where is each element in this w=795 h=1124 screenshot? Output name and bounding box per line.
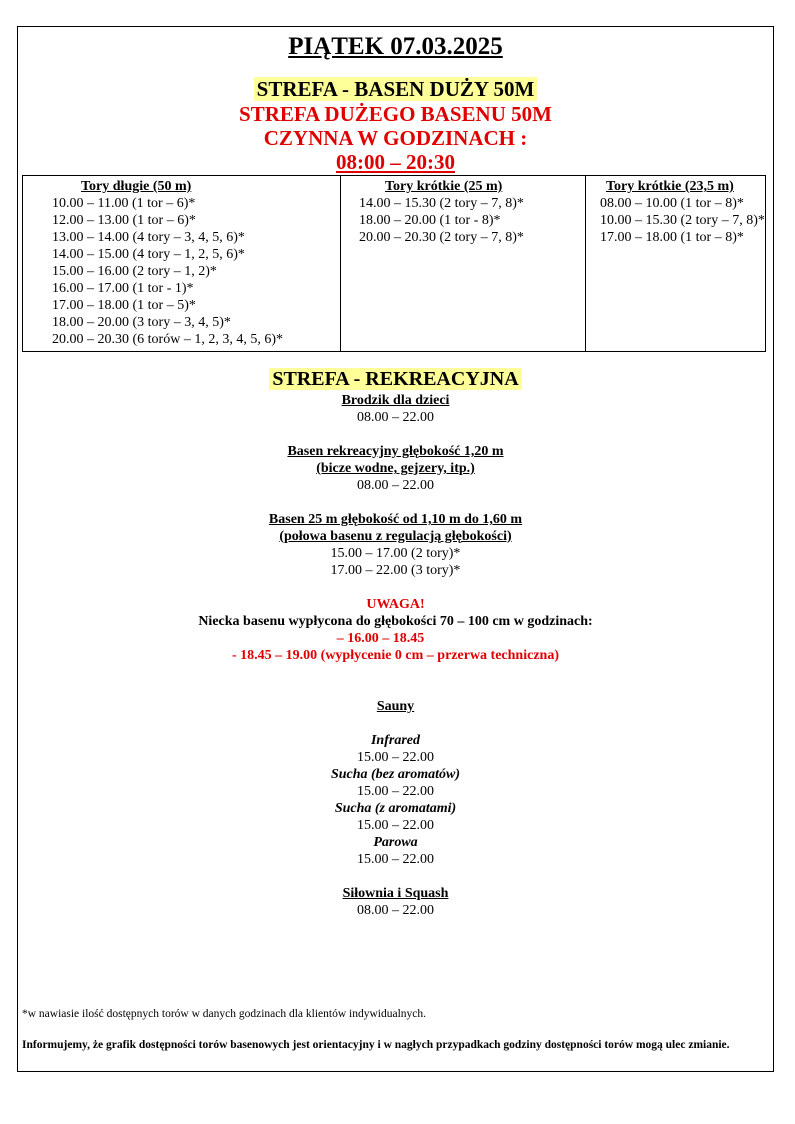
lane-row: 14.00 – 15.00 (4 tory – 1, 2, 5, 6)* [52, 247, 245, 262]
brodzik-title: Brodzik dla dzieci [341, 393, 450, 408]
uwaga-line-2: - 18.45 – 19.00 (wypłycenie 0 cm – przerwa techniczna) [232, 648, 559, 663]
basen25-row: 17.00 – 22.00 (3 tory)* [330, 563, 461, 578]
basen-rekr-title: Basen rekreacyjny głębokość 1,20 m [287, 444, 504, 459]
recreation-section [18, 367, 773, 919]
lane-row: 08.00 – 10.00 (1 tor – 8)* [600, 196, 744, 211]
lane-row: 20.00 – 20.30 (2 tory – 7, 8)* [359, 230, 524, 245]
basen25-subtitle: (połowa basenu z regulacją głębokości) [279, 529, 512, 544]
lanes-col-header: Tory krótkie (25 m) [385, 179, 503, 194]
sauna-hours: 15.00 – 22.00 [357, 784, 434, 799]
zone-big-red-line-2: CZYNNA W GODZINACH : [263, 126, 528, 150]
footnote: *w nawiasie ilość dostępnych torów w danych godzinach dla klientów indywidualnych. [22, 1008, 427, 1020]
lane-row: 17.00 – 18.00 (1 tor – 5)* [52, 298, 196, 313]
page-title: PIĄTEK 07.03.2025 [288, 33, 503, 60]
basen-rekr-hours: 08.00 – 22.00 [357, 478, 434, 493]
lane-row: 18.00 – 20.00 (3 tory – 3, 4, 5)* [52, 315, 231, 330]
sauna-hours: 15.00 – 22.00 [357, 852, 434, 867]
info-note: Informujemy, że grafik dostępności torów basenowych jest orientacyjny i w nagłych przypadkach godziny dostępności torów mogą ulec zmianie. [22, 1039, 730, 1051]
sauna-hours: 15.00 – 22.00 [357, 818, 434, 833]
lanes-table [22, 175, 766, 352]
lane-row: 13.00 – 14.00 (4 tory – 3, 4, 5, 6)* [52, 230, 245, 245]
lane-row: 10.00 – 11.00 (1 tor – 6)* [52, 196, 196, 211]
sauna-name: Parowa [373, 835, 418, 850]
sauny-title: Sauny [376, 699, 415, 714]
uwaga-line-1: – 16.00 – 18.45 [336, 631, 425, 646]
lanes-col-header: Tory krótkie (23,5 m) [606, 179, 734, 194]
lane-row: 15.00 – 16.00 (2 tory – 1, 2)* [52, 264, 217, 279]
sauna-name: Sucha (bez aromatów) [330, 767, 461, 782]
lane-row: 18.00 – 20.00 (1 tor - 8)* [359, 213, 501, 228]
lane-row: 16.00 – 17.00 (1 tor - 1)* [52, 281, 194, 296]
lane-row: 12.00 – 13.00 (1 tor – 6)* [52, 213, 196, 228]
zone-big-heading-wrap [18, 77, 773, 101]
zone-big-red-line-1: STREFA DUŻEGO BASENU 50M [239, 102, 552, 126]
uwaga-label: UWAGA! [366, 597, 425, 612]
uwaga-text: Niecka basenu wypłycona do głębokości 70 – 100 cm w godzinach: [198, 614, 593, 629]
lanes-col-long [23, 176, 341, 352]
silownia-hours: 08.00 – 22.00 [357, 903, 434, 918]
lanes-col-header: Tory długie (50 m) [81, 179, 192, 194]
lane-row: 14.00 – 15.30 (2 tory – 7, 8)* [359, 196, 524, 211]
silownia-title: Siłownia i Squash [342, 886, 449, 901]
lane-row: 20.00 – 20.30 (6 torów – 1, 2, 3, 4, 5, 6)* [52, 332, 283, 347]
recreation-heading: STREFA - REKREACYJNA [269, 368, 521, 390]
schedule-frame [17, 26, 774, 1072]
brodzik-hours: 08.00 – 22.00 [357, 410, 434, 425]
lane-row: 17.00 – 18.00 (1 tor – 8)* [600, 230, 744, 245]
sauna-hours: 15.00 – 22.00 [357, 750, 434, 765]
basen25-row: 15.00 – 17.00 (2 tory)* [330, 546, 461, 561]
basen25-title: Basen 25 m głębokość od 1,10 m do 1,60 m [268, 512, 523, 527]
zone-big-heading: STREFA - BASEN DUŻY 50M [254, 77, 538, 101]
lane-row: 10.00 – 15.30 (2 tory – 7, 8)* [600, 213, 765, 228]
sauna-name: Infrared [370, 733, 420, 748]
lanes-col-short-23 [586, 176, 766, 352]
sauna-name: Sucha (z aromatami) [334, 801, 457, 816]
basen-rekr-subtitle: (bicze wodne, gejzery, itp.) [316, 461, 475, 476]
lanes-col-short-25 [341, 176, 586, 352]
zone-big-hours: 08:00 – 20:30 [336, 150, 455, 174]
